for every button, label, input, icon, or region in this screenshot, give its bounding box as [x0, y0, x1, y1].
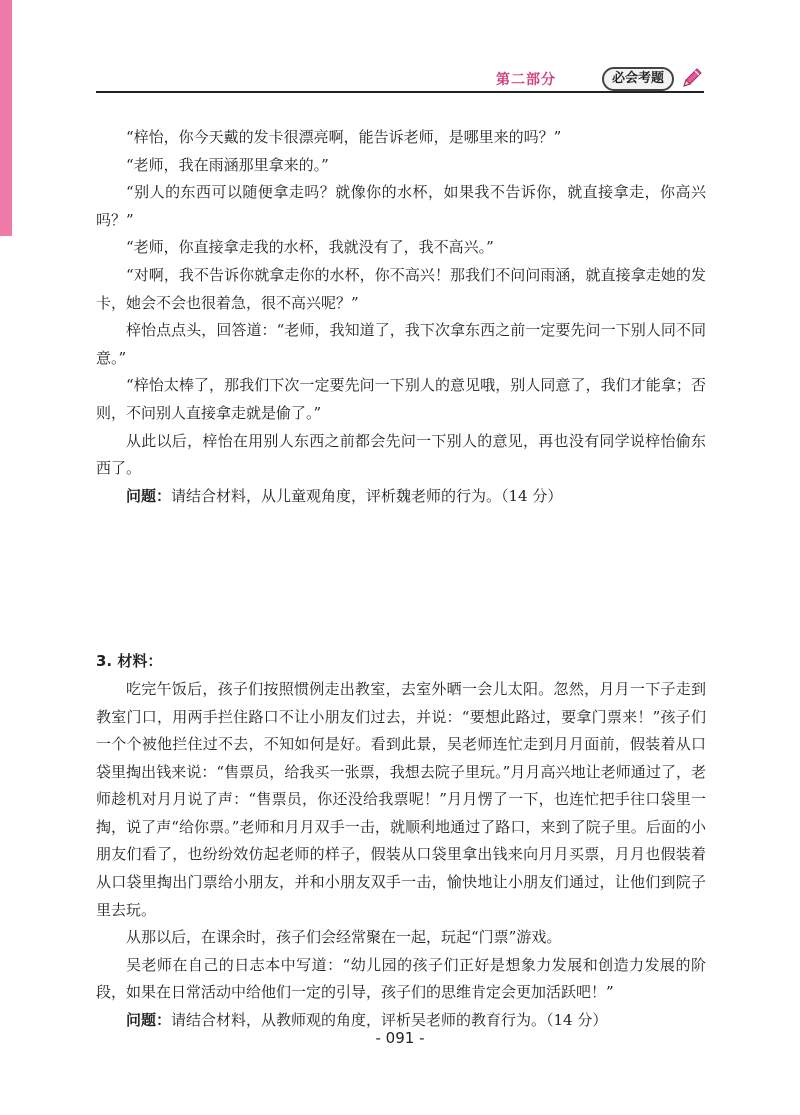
dialogue-paragraph: “别人的东西可以随便拿走吗？就像你的水杯，如果我不告诉你，就直接拿走，你高兴吗？” [96, 183, 706, 229]
question-text: 请结合材料，从教师观的角度，评析吴老师的教育行为。（14 分） [171, 1011, 608, 1030]
narration-paragraph: 从此以后，梓怡在用别人东西之前都会先问一下别人的意见，再也没有同学说梓怡偷东西了。 [96, 431, 706, 478]
dialogue-paragraph: “梓怡，你今天戴的发卡很漂亮啊，能告诉老师，是哪里来的吗？” [126, 128, 562, 146]
question-1 [96, 483, 706, 511]
section-heading: 3. 材料： [96, 652, 163, 671]
question-label: 问题： [126, 1011, 172, 1030]
dialogue-paragraph: “梓怡太棒了，那我们下次一定要先问一下别人的意见哦，别人同意了，我们才能拿；否则，不问别人直接拿走就是偷了。” [96, 376, 706, 422]
side-tab-marker [0, 0, 12, 236]
dialogue-paragraph: “老师，我在雨涵那里拿来的。” [126, 155, 329, 174]
dialogue-paragraph: “老师，你直接拿走我的水杯，我就没有了，我不高兴。” [126, 238, 494, 257]
page-number: - 091 - [375, 1029, 425, 1047]
material-paragraph: 吃完午饭后，孩子们按照惯例走出教室，去室外晒一会儿太阳。忽然，月月一下子走到教室门口，用两手拦住路口不让小朋友们过去，并说：“要想此路过，要拿门票来！”孩子们一个个被他拦住过不去，不知如何是好。看到此景，吴老师连忙走到月月面前，假装着从口袋里掏出钱来说：“售票员，给我买一张票，我想去院子里玩。”月月高兴地让老师通过了，老师趁机对月月说了声：“售票员，你还没给我票呢！”月月愣了一下，也连忙把手往口袋里一掏，说了声“给你票。”老师和月月双手一击，就顺利地通过了路口，来到了院子里。后面的小朋友们看了，也纷纷效仿起老师的样子，假装从口袋里拿出钱来向月月买票，月月也假装着从口袋里掏出门票给小朋友，并和小朋友双手一击，愉快地让小朋友们通过，让他们到院子里去玩。 [96, 679, 706, 919]
header-rule [96, 91, 704, 93]
header-section-badge: 必会考题 [602, 67, 674, 91]
pencil-icon [680, 66, 704, 90]
page-content [96, 124, 706, 1035]
header-part-label: 第二部分 [496, 72, 556, 88]
question-label: 问题： [126, 486, 172, 505]
material-paragraph: 从那以后，在课余时，孩子们会经常聚在一起，玩起“门票”游戏。 [126, 928, 562, 947]
material-paragraph: 吴老师在自己的日志本中写道：“幼儿园的孩子们正好是想象力发展和创造力发展的阶段，如果在日常活动中给他们一定的引导，孩子们的思维肯定会更加活跃吧！” [96, 955, 706, 1002]
question-text: 请结合材料，从儿童观角度，评析魏老师的行为。（14 分） [171, 486, 563, 505]
dialogue-paragraph: “对啊，我不告诉你就拿走你的水杯，你不高兴！那我们不问问雨涵，就直接拿走她的发卡，她会不会也很着急，很不高兴呢？” [96, 265, 706, 312]
page-header [96, 66, 704, 92]
dialogue-paragraph: 梓怡点点头，回答道：“老师，我知道了，我下次拿东西之前一定要先问一下别人同不同意。” [96, 321, 706, 367]
